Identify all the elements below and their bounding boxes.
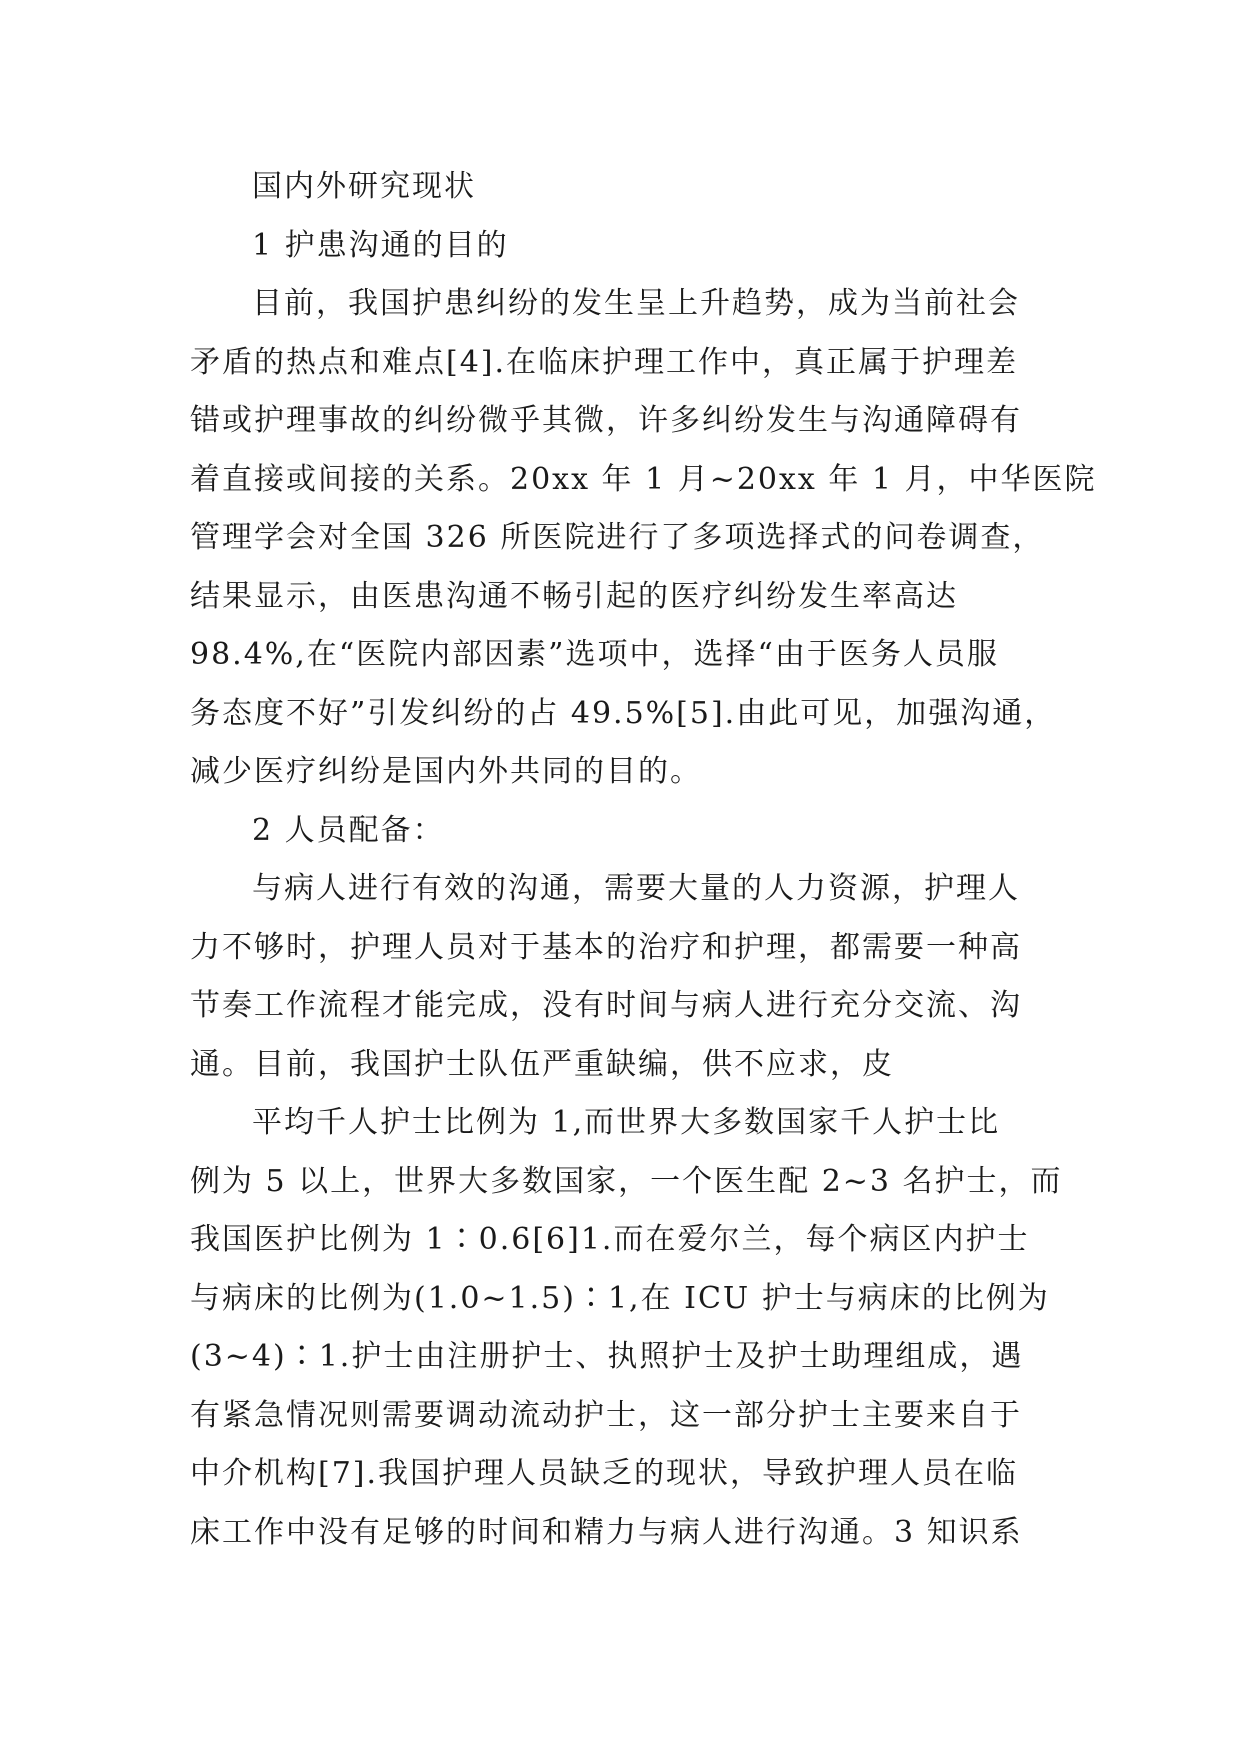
paragraph-line: 例为 5 以上，世界大多数国家，一个医生配 2~3 名护士，而 xyxy=(190,1163,1063,1199)
document-body xyxy=(190,158,1097,1562)
paragraph-line: 目前，我国护患纠纷的发生呈上升趋势，成为当前社会 xyxy=(252,286,1020,321)
paragraph-line: 与病人进行有效的沟通，需要大量的人力资源，护理人 xyxy=(252,871,1020,906)
subsection-heading: 2 人员配备： xyxy=(252,812,445,848)
paragraph-line: 床工作中没有足够的时间和精力与病人进行沟通。3 知识系 xyxy=(190,1514,1023,1550)
paragraph-line: 节奏工作流程才能完成，没有时间与病人进行充分交流、沟 xyxy=(190,988,1022,1023)
paragraph-line: 矛盾的热点和难点[4].在临床护理工作中，真正属于护理差 xyxy=(190,344,1019,380)
paragraph-line: 错或护理事故的纠纷微乎其微，许多纠纷发生与沟通障碍有 xyxy=(190,403,1022,438)
paragraph-line: (3~4)∶1.护士由注册护士、执照护士及护士助理组成，遇 xyxy=(190,1339,1024,1374)
paragraph-line: 98.4%,在“医院内部因素”选项中，选择“由于医务人员服 xyxy=(190,637,999,672)
paragraph-line: 着直接或间接的关系。20xx 年 1 月~20xx 年 1 月，中华医院 xyxy=(190,461,1097,497)
paragraph-line: 减少医疗纠纷是国内外共同的目的。 xyxy=(190,754,702,789)
paragraph-line: 结果显示，由医患沟通不畅引起的医疗纠纷发生率高达 xyxy=(190,578,958,614)
paragraph-line: 有紧急情况则需要调动流动护士，这一部分护士主要来自于 xyxy=(190,1397,1022,1433)
paragraph-line: 务态度不好”引发纠纷的占 49.5%[5].由此可见，加强沟通， xyxy=(190,695,1057,731)
paragraph-line: 力不够时，护理人员对于基本的治疗和护理，都需要一种高 xyxy=(190,929,1022,965)
paragraph-line: 平均千人护士比例为 1,而世界大多数国家千人护士比 xyxy=(252,1105,1001,1140)
section-heading: 国内外研究现状 xyxy=(252,169,476,204)
paragraph-line: 我国医护比例为 1∶0.6[6]1.而在爱尔兰，每个病区内护士 xyxy=(190,1222,1030,1257)
subsection-heading: 1 护患沟通的目的 xyxy=(252,227,509,263)
paragraph-line: 管理学会对全国 326 所医院进行了多项选择式的问卷调查， xyxy=(190,520,1045,555)
paragraph-line: 与病床的比例为(1.0~1.5)∶1,在 ICU 护士与病床的比例为 xyxy=(190,1280,1050,1316)
paragraph-line: 通。目前，我国护士队伍严重缺编，供不应求，皮 xyxy=(190,1046,894,1082)
paragraph-line: 中介机构[7].我国护理人员缺乏的现状，导致护理人员在临 xyxy=(190,1456,1019,1491)
